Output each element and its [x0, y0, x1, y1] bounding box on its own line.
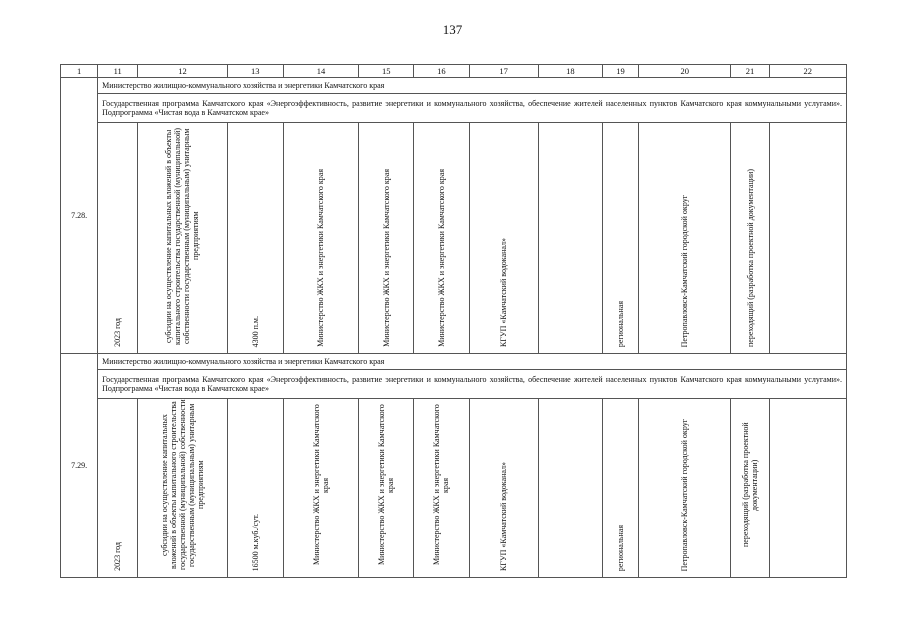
cell-authority-14 [283, 399, 358, 578]
cell-text: Министерство ЖКХ и энергетики Камчатского края [311, 404, 330, 566]
cell-status [731, 123, 769, 354]
cell-year [98, 399, 138, 578]
column-header: 16 [414, 65, 469, 78]
cell-text: Министерство ЖКХ и энергетики Камчатского края [432, 404, 451, 566]
row-number: 7.29. [61, 354, 98, 578]
table-row [61, 78, 847, 94]
cell-text: переходящий (разработка проектной документации) [745, 169, 755, 347]
row-number: 7.28. [61, 78, 98, 354]
cell-empty-22 [769, 399, 846, 578]
cell-text: 4300 п.м. [250, 315, 260, 347]
cell-text: переходящий (разработка проектной документации) [741, 422, 760, 548]
column-header: 13 [227, 65, 283, 78]
table-row [61, 123, 847, 354]
cell-text: КГУП «Камчатский водоканал» [499, 238, 509, 347]
cell-text: субсидии на осуществление капитальных вложений в объекты капитального строительства государственной (муниципальной) собственности государственным (муниципальным) унитарным предприятиям [164, 127, 201, 345]
cell-text: КГУП «Камчатский водоканал» [499, 462, 509, 571]
cell-text: региональная [616, 300, 626, 347]
cell-text: субсидии на осуществление капитальных вложений в объекты капитального строительства государственной (муниципальной) собственности государственным (муниципальным) унитарным предприятиям [159, 399, 205, 571]
objects-table [60, 64, 847, 578]
column-header: 1 [61, 65, 98, 78]
cell-text: Министерство ЖКХ и энергетики Камчатского края [436, 169, 446, 347]
cell-funding-type [138, 123, 227, 354]
column-header: 18 [538, 65, 602, 78]
column-header: 14 [283, 65, 358, 78]
program-heading: Государственная программа Камчатского края «Энергоэффективность, развитие энергетики и коммунального хозяйства, обеспечение жителей населенных пунктов Камчатского края коммунальными услугами». Подпрограмма «Чистая вода в Камчатском крае» [98, 370, 847, 399]
table-row [61, 354, 847, 370]
cell-authority-15 [359, 399, 414, 578]
cell-capacity [227, 399, 283, 578]
cell-empty-18 [538, 123, 602, 354]
cell-text: 16500 м.куб./сут. [250, 513, 260, 571]
cell-authority-16 [414, 399, 469, 578]
cell-text: Министерство ЖКХ и энергетики Камчатского края [377, 404, 396, 566]
cell-contractor [469, 123, 538, 354]
cell-text: Министерство ЖКХ и энергетики Камчатского края [381, 169, 391, 347]
column-number-row [61, 65, 847, 78]
cell-text: Петропавловск-Камчатский городской округ [680, 418, 690, 571]
cell-authority-15 [359, 123, 414, 354]
page-number: 137 [442, 22, 463, 37]
column-header: 22 [769, 65, 846, 78]
column-header: 20 [639, 65, 731, 78]
column-header: 12 [138, 65, 227, 78]
cell-text: региональная [616, 524, 626, 571]
cell-status [731, 399, 769, 578]
cell-ownership [602, 123, 638, 354]
cell-empty-18 [538, 399, 602, 578]
cell-funding-type [138, 399, 227, 578]
cell-text: Министерство ЖКХ и энергетики Камчатского края [316, 169, 326, 347]
cell-location [639, 123, 731, 354]
column-header: 15 [359, 65, 414, 78]
column-header: 21 [731, 65, 769, 78]
cell-capacity [227, 123, 283, 354]
table-row [61, 399, 847, 578]
cell-text: 2023 год [113, 542, 123, 571]
cell-contractor [469, 399, 538, 578]
cell-year [98, 123, 138, 354]
table-row [61, 94, 847, 123]
program-heading: Государственная программа Камчатского края «Энергоэффективность, развитие энергетики и коммунального хозяйства, обеспечение жителей населенных пунктов Камчатского края коммунальными услугами». Подпрограмма «Чистая вода в Камчатском крае» [98, 94, 847, 123]
table-row [61, 370, 847, 399]
cell-authority-16 [414, 123, 469, 354]
cell-empty-22 [769, 123, 846, 354]
cell-authority-14 [283, 123, 358, 354]
cell-ownership [602, 399, 638, 578]
cell-text: Петропавловск-Камчатский городской округ [680, 194, 690, 347]
column-header: 19 [602, 65, 638, 78]
ministry-heading: Министерство жилищно-коммунального хозяйства и энергетики Камчатского края [98, 78, 847, 94]
column-header: 17 [469, 65, 538, 78]
cell-text: 2023 год [113, 318, 123, 347]
cell-location [639, 399, 731, 578]
ministry-heading: Министерство жилищно-коммунального хозяйства и энергетики Камчатского края [98, 354, 847, 370]
column-header: 11 [98, 65, 138, 78]
